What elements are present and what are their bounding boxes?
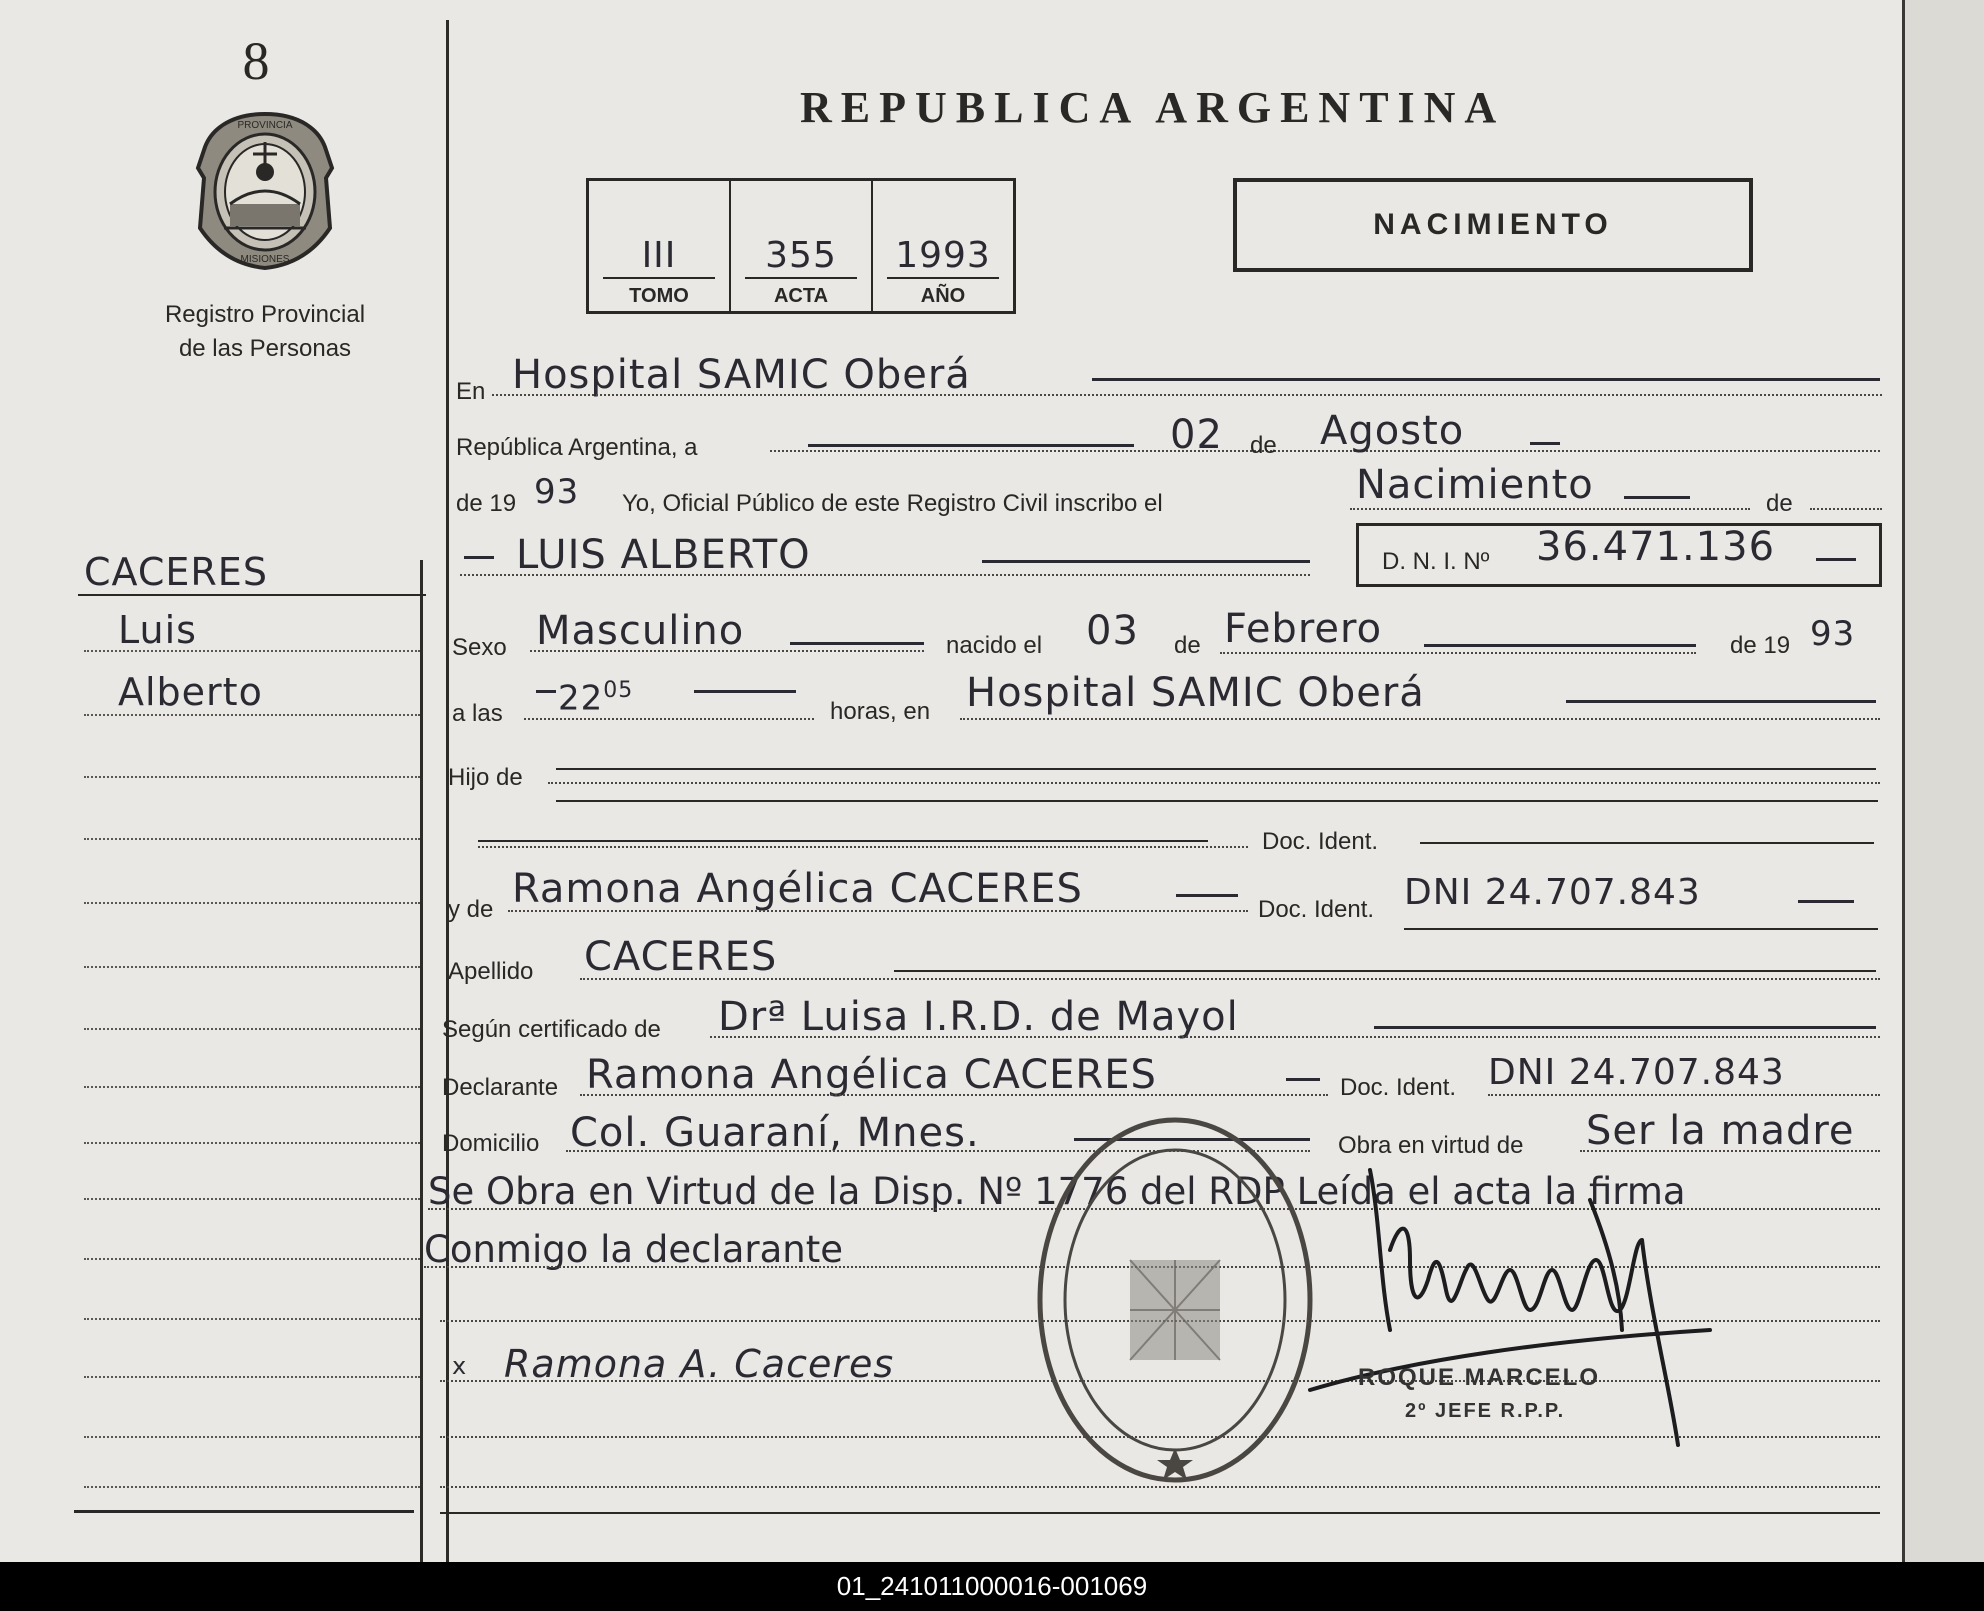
alas-label: a las: [452, 700, 503, 727]
birth-month-fill-dash: [1424, 644, 1696, 647]
apellido-value: CACERES: [584, 934, 778, 980]
de-label: de: [1250, 432, 1277, 459]
anio-value: 1993: [895, 235, 991, 276]
name-lead-dash: [464, 556, 494, 559]
officer-title: 2º JEFE R.P.P.: [1405, 1400, 1566, 1422]
sexo-dotted-line: [530, 650, 924, 652]
signature-mark: x: [452, 1352, 468, 1380]
margin-dotted-line: [84, 902, 420, 904]
margin-second-name: Alberto: [118, 670, 263, 714]
certificado-value: Drª Luisa I.R.D. de Mayol: [718, 994, 1239, 1040]
document-title: REPUBLICA ARGENTINA: [800, 83, 1506, 132]
obra-label: Obra en virtud de: [1338, 1132, 1524, 1159]
page-right-border: [1902, 0, 1905, 1562]
declarante-doc-label: Doc. Ident.: [1340, 1074, 1457, 1101]
note-line-2: Conmigo la declarante: [424, 1228, 843, 1271]
place-dotted-line: [492, 394, 1882, 396]
record-type: NACIMIENTO: [1373, 208, 1613, 241]
father-line-2: [556, 800, 1878, 802]
de-dotted-line: [1810, 508, 1882, 510]
birth-year-suffix: 93: [1810, 614, 1856, 654]
declarante-doc-dotted: [1488, 1094, 1880, 1096]
inscribe-value: Nacimiento: [1356, 462, 1594, 508]
birth-place-dotted-line: [960, 718, 1880, 720]
birth-place-fill-dash: [1566, 700, 1876, 703]
de-label-2: de: [1766, 490, 1793, 517]
declarante-label: Declarante: [442, 1074, 559, 1101]
sexo-label: Sexo: [452, 634, 507, 661]
sexo-fill-dash: [790, 642, 924, 645]
mother-doc-line: [1404, 928, 1878, 930]
inscribe-dotted-line: [1350, 508, 1750, 510]
mother-name-value: Ramona Angélica CACERES: [512, 866, 1083, 912]
mother-fill-dash: [1176, 894, 1238, 897]
month-fill-dash: [1530, 442, 1560, 445]
margin-dotted-line: [84, 966, 420, 968]
hour-fill-dash: [694, 690, 796, 693]
seal-top-text: PROVINCIA: [237, 120, 293, 131]
margin-dotted-line: [84, 1198, 420, 1200]
acta-underline: [745, 277, 857, 279]
inscribe-fill-dash: [1624, 496, 1690, 499]
apellido-dotted-line: [580, 978, 1880, 980]
nacido-label: nacido el: [946, 632, 1043, 659]
republica-label: República Argentina, a: [456, 434, 698, 461]
mother-dotted-line: [508, 910, 1248, 912]
declarante-value: Ramona Angélica CACERES: [586, 1052, 1157, 1098]
tomo-cell: [589, 181, 731, 311]
declarante-doc-value: DNI 24.707.843: [1488, 1052, 1785, 1093]
margin-surname: CACERES: [84, 550, 268, 594]
hijo-label: Hijo de: [448, 764, 523, 791]
child-full-name: LUIS ALBERTO: [516, 532, 811, 578]
margin-bottom-rule: [74, 1510, 414, 1513]
place-fill-dash: [1092, 378, 1880, 381]
yde-label: y de: [448, 896, 494, 923]
certificado-dotted-line: [710, 1036, 1880, 1038]
tomo-underline: [603, 277, 715, 279]
father-doc-dotted: [478, 846, 1248, 848]
seal-bottom-text: MISIONES: [240, 254, 290, 265]
certificado-fill-dash: [1374, 1026, 1876, 1029]
dni-value: 36.471.136: [1536, 524, 1776, 570]
margin-dotted-line: [84, 838, 420, 840]
margin-dotted-line: [84, 1318, 420, 1320]
margin-dotted-line: [84, 1258, 420, 1260]
margin-dotted-line: [84, 1028, 420, 1030]
name-fill-dash: [982, 560, 1310, 563]
father-line: [556, 768, 1876, 770]
day-value: 02: [1170, 412, 1223, 458]
hour-dotted-line: [524, 718, 814, 720]
birth-year-prefix: de 19: [1730, 632, 1791, 659]
page-number: 8: [242, 31, 270, 91]
official-stamp: [1030, 1110, 1320, 1490]
birth-day-value: 03: [1086, 608, 1139, 654]
oficial-text: Yo, Oficial Público de este Registro Civil inscribo el: [622, 490, 1163, 517]
name-dotted-line: [460, 574, 1310, 576]
margin-dotted-line: [84, 1486, 420, 1488]
de-label-3: de: [1174, 632, 1201, 659]
father-dotted-line: [548, 782, 1880, 784]
hour-digits: 22: [558, 678, 604, 719]
margin-first-name: Luis: [118, 608, 197, 652]
apellido-fill-line: [894, 970, 1876, 972]
year-prefix: de 19: [456, 490, 517, 517]
domicilio-label: Domicilio: [442, 1130, 540, 1157]
record-reference-table: [586, 178, 1016, 314]
anio-label: AÑO: [920, 285, 966, 307]
sexo-value: Masculino: [536, 608, 745, 654]
margin-dotted-line: [84, 1142, 420, 1144]
mother-doc-label: Doc. Ident.: [1258, 896, 1375, 923]
declarante-dotted-line: [580, 1094, 1328, 1096]
margin-dotted-line: [84, 714, 420, 716]
birth-place-value: Hospital SAMIC Oberá: [966, 670, 1425, 716]
margin-dotted-line: [84, 776, 420, 778]
dni-label: D. N. I. Nº: [1382, 548, 1490, 575]
mother-doc-value: DNI 24.707.843: [1404, 872, 1701, 913]
registry-name: [130, 298, 400, 366]
page-edge-shadow: [1904, 0, 1984, 1562]
margin-dotted-line: [84, 1376, 420, 1378]
margin-surname-underline: [78, 594, 426, 596]
image-caption-bar: [0, 1562, 1984, 1611]
birth-month-dotted-line: [1220, 652, 1696, 654]
obra-value: Ser la madre: [1586, 1108, 1855, 1154]
hour-value: [558, 678, 633, 718]
record-type-box: [1233, 178, 1753, 272]
acta-label: ACTA: [773, 285, 829, 307]
month-value: Agosto: [1320, 408, 1465, 454]
margin-dotted-line: [84, 650, 420, 652]
anio-underline: [887, 277, 999, 279]
margin-dotted-line: [84, 1436, 420, 1438]
father-doc-label: Doc. Ident.: [1262, 828, 1379, 855]
declarante-signature: Ramona A. Caceres: [504, 1342, 895, 1386]
margin-dotted-line: [84, 1086, 420, 1088]
horas-label: horas, en: [830, 698, 931, 725]
obra-dotted-line: [1580, 1150, 1880, 1152]
note-line-1: Se Obra en Virtud de la Disp. Nº 1776 del RDP Leída el acta la firma: [428, 1170, 1686, 1213]
hour-lead-dash: [536, 690, 556, 693]
dni-fill-dash: [1816, 558, 1856, 561]
date-fill-dash: [808, 444, 1134, 447]
acta-value: 355: [765, 235, 837, 276]
bottom-rule: [440, 1512, 1880, 1514]
birth-month-value: Febrero: [1224, 606, 1383, 652]
en-label: En: [456, 378, 486, 405]
apellido-label: Apellido: [448, 958, 534, 985]
segun-label: Según certificado de: [442, 1016, 661, 1043]
year-suffix: 93: [534, 472, 580, 512]
image-caption: 01_241011000016-001069: [836, 1571, 1148, 1601]
declarante-fill-dash: [1286, 1078, 1320, 1081]
column-divider-lower: [420, 560, 423, 1562]
officer-name: ROQUE MARCELO: [1358, 1364, 1600, 1391]
hour-minutes: 05: [603, 678, 634, 703]
anio-cell: [873, 181, 1013, 311]
tomo-label: TOMO: [629, 285, 689, 307]
father-doc-id-line: [1420, 842, 1874, 844]
acta-cell: [731, 181, 873, 311]
registry-line-2: de las Personas: [178, 335, 352, 362]
place-value: Hospital SAMIC Oberá: [512, 352, 971, 398]
mother-doc-fill-dash: [1798, 900, 1854, 903]
provincial-seal-emblem: [190, 108, 340, 273]
registry-line-1: Registro Provincial: [164, 301, 366, 328]
tomo-value: III: [641, 235, 677, 276]
domicilio-value: Col. Guaraní, Mnes.: [570, 1110, 980, 1156]
father-doc-line: [478, 840, 1208, 842]
